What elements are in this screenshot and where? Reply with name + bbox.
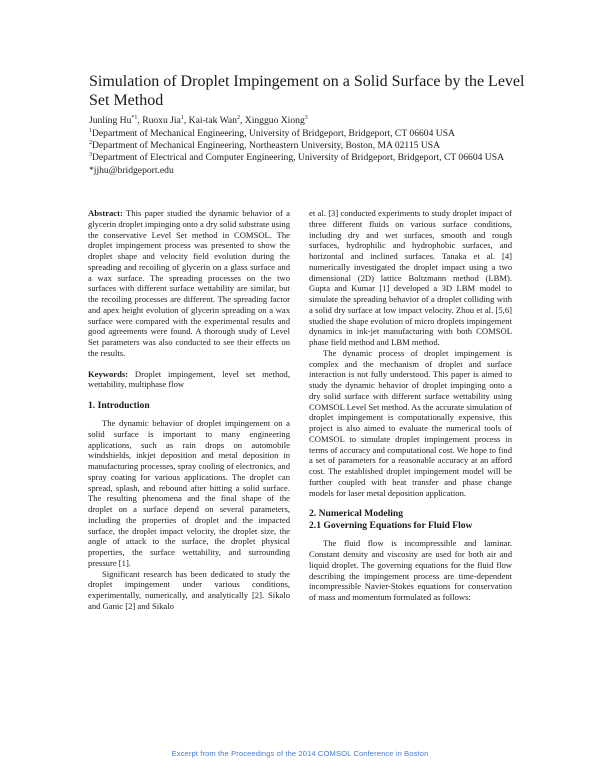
affiliation-text: Department of Mechanical Engineering, University of Bridgeport, Bridgeport, CT 06604 USA [92, 128, 455, 139]
affiliation-mark: 2 [89, 140, 92, 147]
affiliation-block [89, 128, 529, 177]
proceedings-footer: Excerpt from the Proceedings of the 2014 COMSOL Conference in Boston [171, 749, 429, 758]
affiliation [89, 140, 529, 152]
paragraph: et al. [3] conducted experiments to study droplet impact of three different fluids on various surface conditions, including dry and wet surfaces, smooth and rough surfaces, hydrophilic and hydrophobic surfaces, and horizontal and inclined surfaces. Tanaka et al. [4] numerically investigated the droplet impact using a two dimensional (2D) lattice Boltzmann method (LBM). Gupta and Kumar [1] developed a 3D LBM model to simulate the spreading behavior of a droplet colliding with a solid dry surface at low impact velocity. Zhou et al. [5,6] studied the shape evolution of micro droplets impingement dynamics in ink-jet manufacturing with both COMSOL phase field method and LBM method. [309, 208, 512, 347]
abstract [88, 208, 290, 359]
author-affiliation-mark: *1 [131, 115, 138, 121]
subsection-heading-governing-equations: 2.1 Governing Equations for Fluid Flow [309, 520, 473, 532]
affiliation-text: Department of Electrical and Computer Engineering, University of Bridgeport, Bridgeport, CT 06604 USA [92, 152, 504, 164]
paragraph: The fluid flow is incompressible and laminar. Constant density and viscosity are used for both air and liquid droplet. The governing equations for the fluid flow describing the impingement process are time-dependent incompressible Navier-Stokes equations for conservation of mass and momentum formulated as follows: [309, 538, 512, 602]
affiliation-mark: 1 [89, 128, 92, 134]
author-name: , Ruoxu Jia [137, 115, 181, 126]
section-heading-introduction: 1. Introduction [88, 400, 150, 411]
author-affiliation-mark: 2 [236, 115, 240, 121]
keywords [88, 369, 290, 391]
author-line [89, 115, 308, 127]
corresponding-email: *jjhu@bridgeport.edu [89, 164, 174, 176]
author-name: Junling Hu [89, 115, 132, 126]
author-affiliation-mark: 1 [180, 115, 184, 121]
affiliation-text: Department of Mechanical Engineering, Northeastern University, Boston, MA 02115 USA [92, 140, 441, 152]
paragraph: The dynamic process of droplet impingement is complex and the mechanism of droplet and surface interaction is not fully understood. This paper is aimed to study the dynamic behavior of droplet impinging onto a dry solid surface with different surface wettability using COMSOL Level Set method. As the accurate simulation of droplet impingement is computationally expensive, this project is also aimed to evaluate the numerical tools of COMSOL to simulate droplet impingement process in terms of accuracy and computational cost. We hope to find a set of parameters for a reasonable accuracy at an afford cost. The established droplet impingement model will be further coupled with heat transfer and phase change models for laser metal deposition application. [309, 347, 512, 498]
abstract-text: This paper studied the dynamic behavior of a glycerin droplet impinging onto a dry solid substrate using the conservative Level Set method in COMSOL. The droplet impingement process was presented to show the droplet shape and velocity field evolution during the spreading and recoiling of glycerin on a glass surface and a wax surface. The spreading processes on the two surfaces with different surface wettability are similar, but the recoiling processes are different. The spreading factor and apex height evolution of glycerin spreading on a wax surface were compared with the experimental results and good agreements were found. A thorough study of Level Set parameters was also conducted to see their effects on the results. [88, 208, 290, 358]
author-affiliation-mark: 3 [304, 115, 308, 121]
affiliation [89, 128, 529, 140]
author-name: , Xingguo Xiong [239, 115, 305, 126]
keywords-label: Keywords: [88, 368, 129, 379]
right-column [309, 208, 512, 603]
abstract-label: Abstract: [88, 208, 123, 218]
author-name: , Kai-tak Wan [183, 115, 237, 126]
paper-title: Simulation of Droplet Impingement on a Solid Surface by the Level Set Method [89, 73, 525, 109]
paragraph: Significant research has been dedicated to study the droplet impingement under various conditions, experimentally, numerically, and analytically [2]. Sikalo and Ganic [2] and Sikalo [88, 568, 290, 611]
section-heading-numerical-modeling: 2. Numerical Modeling [309, 508, 404, 520]
affiliation [89, 152, 529, 164]
affiliation-mark: 3 [89, 152, 92, 159]
keywords-text: Droplet impingement, level set method, wettability, multiphase flow [88, 368, 290, 390]
left-column [88, 208, 290, 612]
paragraph: The dynamic behavior of droplet impingement on a solid surface is important to many engineering applications, such as rain drops on automobile windshields, inkjet deposition and metal deposition in manufacturing processes, spray cooling of electronics, and spray coating for various applications. The droplet can spread, splash, and rebound after hitting a solid surface. The resulting phenomena and the final shape of the droplet on a surface depend on several parameters, including the properties of droplet and the impacted surface, the droplet impact velocity, the droplet size, the angle of attack to the surface, the droplet physical properties, the surface wettability, and surrounding pressure [1]. [88, 418, 290, 568]
